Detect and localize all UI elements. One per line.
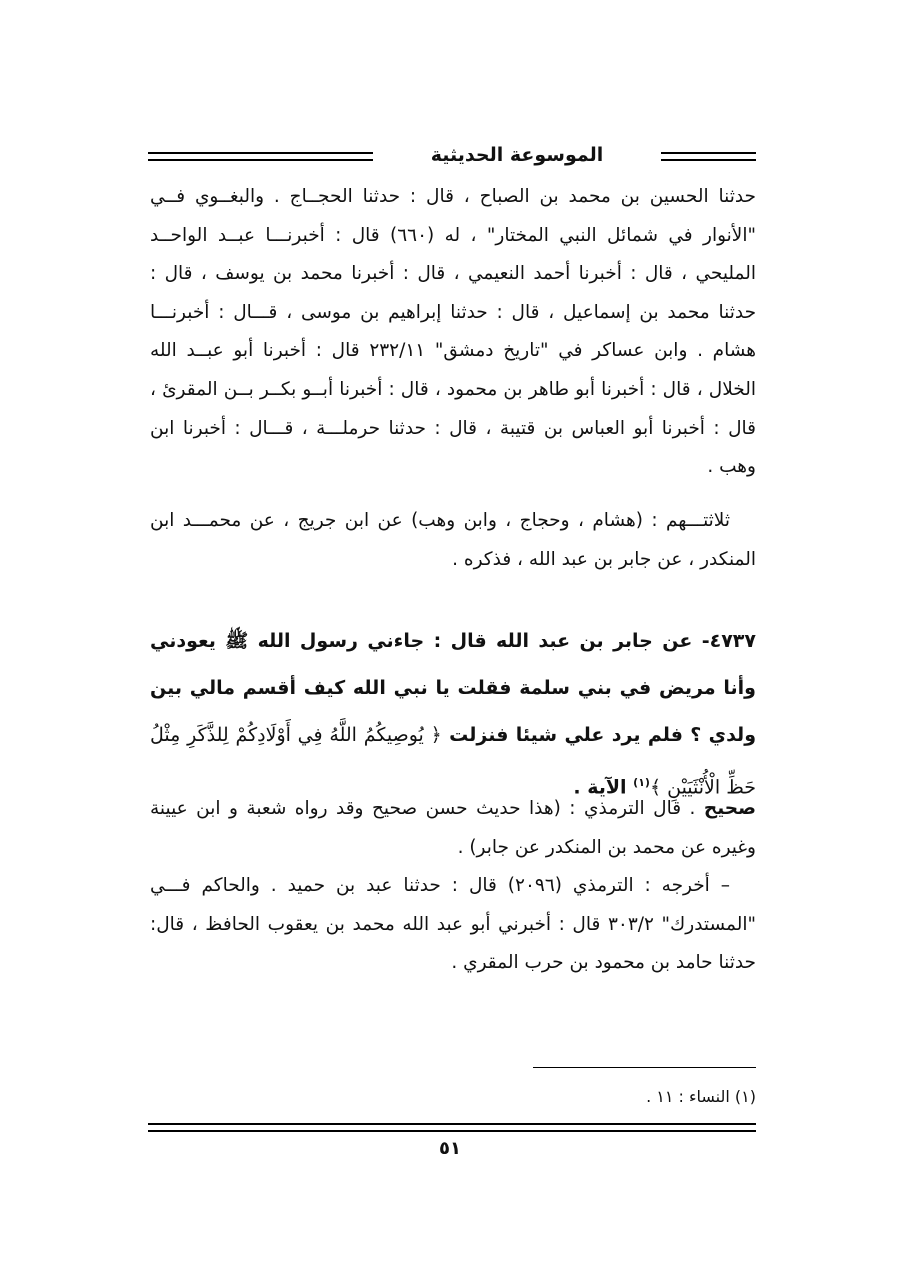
header-title: الموسوعة الحديثية <box>430 144 604 166</box>
running-header <box>148 140 756 170</box>
header-rule-right <box>661 152 756 161</box>
footer-rule <box>148 1123 756 1132</box>
header-rule-left <box>148 152 373 161</box>
summary-text: ثلاثتـــهم : (هشام ، وحجاج ، وابن وهب) عن ابن جريج ، عن محمـــد ابن المنكدر ، عن جابر بن عبد الله ، فذكره . <box>150 510 756 570</box>
hadith-end: الآية . <box>573 776 627 799</box>
hadith-text: ٤٧٣٧- عن جابر بن عبد الله قال : جاءني رسول الله ﷺ يعودني وأنا مريض في بني سلمة فقلت يا نبي الله كيف أقسم مالي بين ولدي ؟ فلم يرد علي شيئا فنزلت <box>150 630 756 746</box>
chain-paragraph <box>150 178 756 487</box>
quran-verse: ﴿ يُوصِيكُمُ اللَّهُ فِي أَوْلَادِكُمْ لِلذَّكَرِ مِثْلُ حَظِّ الْأُنْثَيَيْنِ ﴾ <box>150 724 756 799</box>
chain-text: حدثنا الحسين بن محمد بن الصباح ، قال : حدثنا الحجــاج . والبغــوي فــي "الأنوار في شمائل النبي المختار" ، له (٦٦٠) قال : أخبرنـــا عبــد الواحــد المليحي ، قال : أخبرنا أحمد النعيمي ، قال : أخبرنا محمد بن يوسف ، قال : حدثنا محمد بن إسماعيل ، قال : حدثنا إبراهيم بن موسى ، قـــال : أخبرنـــا هشام . وابن عساكر في "تاريخ دمشق" ٢٣٢/١١ قال : أخبرنا أبو عبــد الله الخلال ، قال : أخبرنا أبو طاهر بن محمود ، قال : أخبرنا أبــو بكــر بــن المقرئ ، قال : أخبرنا أبو العباس بن قتيبة ، قال : حدثنا حرملـــة ، قـــال : أخبرنا ابن وهب . <box>150 186 756 478</box>
footnote: (١) النساء : ١١ . <box>646 1087 756 1106</box>
grading-label: صحيح <box>703 798 756 819</box>
grading-section <box>150 790 756 983</box>
page-number: ٥١ <box>439 1138 461 1159</box>
hadith-paragraph <box>150 618 756 811</box>
footnote-ref: (١) <box>633 776 650 789</box>
summary-paragraph <box>150 502 756 579</box>
grading-text: . قال الترمذي : (هذا حديث حسن صحيح وقد رواه شعبة و ابن عيينة وغيره عن محمد بن المنكدر عن جابر) . <box>150 798 756 858</box>
takhrij-text: – أخرجه : الترمذي (٢٠٩٦) قال : حدثنا عبد بن حميد . والحاكم فـــي "المستدرك" ٣٠٣/٢ قال : أخبرني أبو عبد الله محمد بن يعقوب الحافظ ، قال: حدثنا حامد بن محمود بن حرب المقري . <box>150 875 756 974</box>
footnote-rule <box>533 1067 756 1068</box>
